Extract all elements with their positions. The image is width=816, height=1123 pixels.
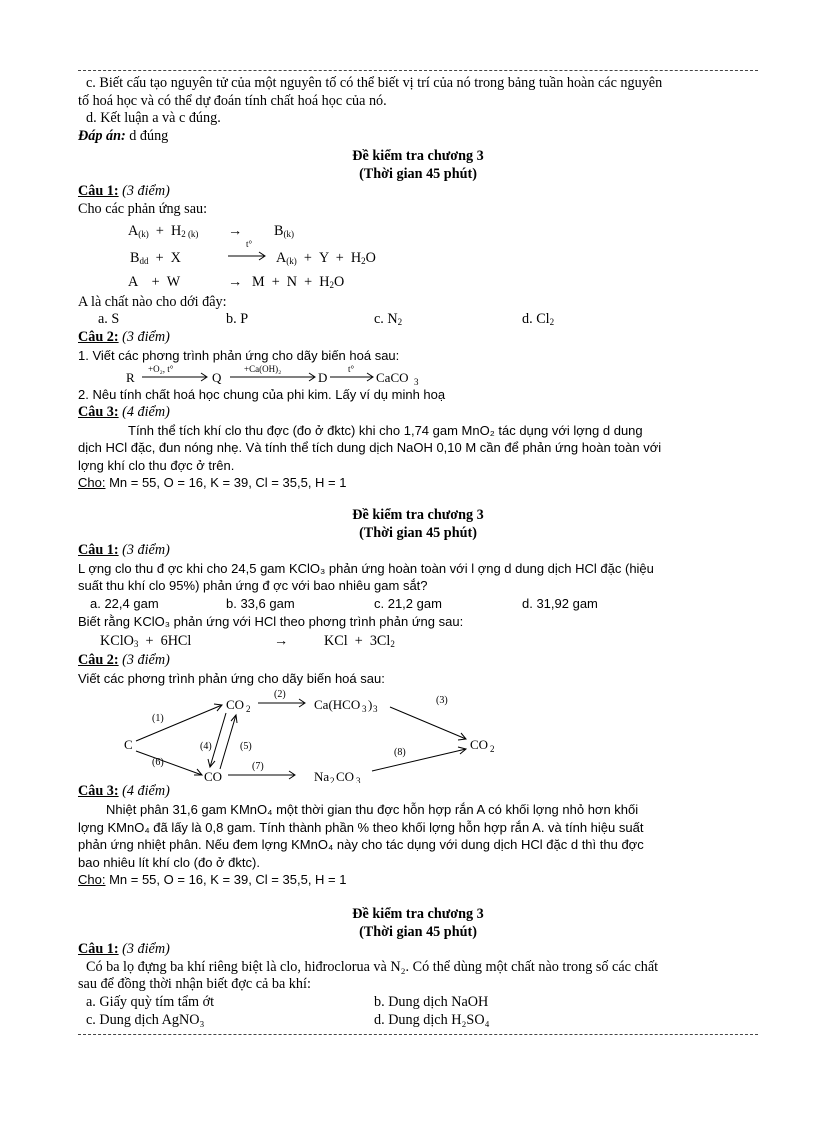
reaction-1: $A_{(k)} + H_{2 (k)}$ → $B_{(k)}$ — [128, 222, 294, 239]
test3-q1-label: Câu 1: — [78, 941, 119, 958]
test1-q2-text2: 2. Nêu tính chất hoá học chung của phi kim. Lấy ví dụ minh hoạ — [78, 387, 446, 403]
test2-q1-line1: L ợng clo thu đ ợc khi cho 24,5 gam KClO₃ phản ứng hoàn toàn với l ợng d dung dịch HCl đặc (hiệu — [78, 560, 654, 576]
option-c-line2: tố hoá học và có thể dự đoán tính chất hoá học của nó. — [78, 92, 387, 109]
test1-given-value: Mn = 55, O = 16, K = 39, Cl = 35,5, H = 1 — [105, 475, 347, 491]
test1-q3-label: Câu 3: — [78, 403, 119, 420]
svg-text:2: 2 — [330, 776, 335, 784]
svg-text:3: 3 — [356, 776, 361, 784]
chain-r-q-d-caco3 — [126, 364, 486, 386]
test3-time: (Thời gian 45 phút) — [359, 924, 477, 941]
test3-q1-points: (3 điểm) — [118, 941, 170, 958]
test3-q1-opt-a: a. Giấy quỳ tím tẩm ớt — [86, 993, 215, 1010]
test1-q3-line3: lợng khí clo thu đợc ở trên. — [78, 457, 235, 473]
conversion-chain-1 — [78, 364, 758, 386]
test2-q1-opt-a: a. 22,4 gam — [90, 595, 159, 611]
arrow-heat — [228, 237, 268, 263]
bottom-divider — [78, 1034, 758, 1035]
test2-q3-line3: phản ứng nhiệt phân. Nếu đem lợng KMnO₄ này cho tác dụng với dung dịch HCl đặc d thì thu đợc — [78, 837, 644, 853]
test2-q1-points: (3 điểm) — [118, 541, 170, 558]
test2-given-label: Cho: — [78, 872, 106, 888]
test1-q1-label: Câu 1: — [78, 183, 119, 200]
test1-time: (Thời gian 45 phút) — [359, 166, 477, 183]
test2-q1-opt-c: c. 21,2 gam — [374, 595, 442, 611]
test1-q2-label: Câu 2: — [78, 329, 119, 346]
test3-q1-line1: Có ba lọ đựng ba khí riêng biệt là clo, hiđroclorua và N₂. Có thể dùng một chất nào trong số các chất — [86, 958, 659, 975]
svg-text:CO: CO — [470, 737, 489, 753]
svg-text:C: C — [124, 737, 133, 753]
svg-text:(4): (4) — [200, 741, 212, 753]
test1-q3-line1: Tính thể tích khí clo thu đợc (đo ở đktc) khi cho 1,74 gam MnO₂ tác dụng với lợng d dung — [128, 422, 643, 438]
answer-line — [78, 128, 758, 146]
test2-q1-opt-b: b. 33,6 gam — [226, 595, 295, 611]
reaction-3: A + W → $M + N + H_2O$ — [128, 273, 345, 290]
test1-q2-points: (3 điểm) — [118, 329, 170, 346]
svg-text:(3): (3) — [436, 695, 448, 707]
svg-text:Ca(HCO: Ca(HCO — [314, 697, 361, 713]
svg-text:Q: Q — [212, 370, 222, 386]
test1-given — [78, 474, 758, 492]
test1-q1-options — [78, 311, 758, 329]
test1-q3-line2: dịch HCl đặc, đun nóng nhẹ. Và tính thể tích dung dịch NaOH 0,10 M cần để phản ứng hoàn toàn với — [78, 440, 662, 456]
document-page — [78, 70, 758, 1035]
test1-q1-points: (3 điểm) — [118, 183, 170, 200]
test2-q3-points: (4 điểm) — [118, 783, 170, 800]
answer-value: d đúng — [125, 127, 169, 144]
test2-q3-label: Câu 3: — [78, 783, 119, 800]
svg-text:3: 3 — [362, 704, 367, 715]
test1-q3-heading — [78, 404, 758, 422]
test2-title: Đề kiểm tra chương 3 — [352, 506, 484, 523]
svg-text:(6): (6) — [152, 757, 164, 769]
test2-q1-heading — [78, 542, 758, 560]
test1-q1-opt-a: a. S — [98, 311, 120, 328]
svg-text:+O₂, t°: +O₂, t° — [148, 364, 174, 375]
svg-text:D: D — [318, 370, 328, 386]
reaction-kclo3: KClO$_3$ + 6HCl → KCl + $3Cl_2$ — [100, 633, 395, 650]
svg-text:CaCO: CaCO — [376, 370, 409, 386]
test2-q2-points: (3 điểm) — [118, 652, 170, 669]
answer-label: Đáp án: — [78, 127, 126, 144]
test1-q1-heading — [78, 183, 758, 201]
svg-text:CO: CO — [336, 769, 355, 784]
option-c-line1: c. Biết cấu tạo nguyên tử của một nguyên tố có thể biết vị trí của nó trong bảng tuần hoàn các nguyên — [86, 75, 663, 91]
test3-q1-opt-b: b. Dung dịch NaOH — [374, 993, 489, 1010]
svg-text:2: 2 — [246, 704, 251, 715]
test2-q2-text: Viết các phơng trình phản ứng cho dãy biến hoá sau: — [78, 670, 385, 686]
test2-q3-line2: lợng KMnO₄ đã lấy là 0,8 gam. Tính thành phần % theo khối lợng hỗn hợp rắn A. và tính hiệu suất — [78, 819, 644, 835]
top-divider — [78, 70, 758, 71]
test3-q1-options-row2 — [78, 1012, 758, 1030]
option-d-line: d. Kết luận a và c đúng. — [86, 110, 221, 127]
test2-q1-line2: suất thu khí clo 95%) phản ứng đ ợc với bao nhiêu gam sắt? — [78, 578, 428, 594]
test1-q2-text1: 1. Viết các phơng trình phản ứng cho dãy biến hoá sau: — [78, 347, 400, 363]
svg-text:t°: t° — [348, 364, 355, 375]
test2-q1-opt-d: d. 31,92 gam — [522, 595, 598, 611]
test2-q1-label: Câu 1: — [78, 541, 119, 558]
test2-q1-text2: Biết rằng KClO₃ phản ứng với HCl theo phơng trình phản ứng sau: — [78, 613, 464, 629]
test2-time: (Thời gian 45 phút) — [359, 524, 477, 541]
svg-text:+Ca(OH)₂: +Ca(OH)₂ — [244, 364, 282, 375]
conversion-diagram-2 — [78, 687, 758, 783]
svg-text:(8): (8) — [394, 747, 406, 759]
svg-text:Na: Na — [314, 769, 330, 784]
reaction-2: $B_{dd} + X$ t° $A_{(k)} + Y + H_2O$ — [130, 238, 376, 266]
svg-text:(7): (7) — [252, 761, 264, 773]
test1-given-label: Cho: — [78, 475, 106, 491]
test3-title: Đề kiểm tra chương 3 — [352, 906, 484, 923]
svg-text:3: 3 — [373, 704, 378, 715]
test2-q3-line4: bao nhiêu lít khí clo (đo ở đktc). — [78, 854, 260, 870]
test2-given-value: Mn = 55, O = 16, K = 39, Cl = 35,5, H = 1 — [105, 872, 347, 888]
test3-q1-line2: sau để đồng thời nhận biết đợc cả ba khí: — [78, 976, 311, 993]
test3-q1-options-row1 — [78, 994, 758, 1012]
svg-text:(1): (1) — [152, 713, 164, 725]
test2-q3-line1: Nhiệt phân 31,6 gam KMnO₄ một thời gian thu đợc hỗn hợp rắn A có khối lợng nhỏ hơn khối — [106, 802, 639, 818]
svg-text:2: 2 — [490, 744, 495, 755]
svg-text:CO: CO — [204, 769, 223, 784]
test1-q1-opt-c: c. $N_2$ — [374, 311, 403, 328]
test1-q1-intro: Cho các phản ứng sau: — [78, 200, 208, 217]
test2-given — [78, 871, 758, 889]
test3-q1-opt-d: d. Dung dịch H₂SO₄ — [374, 1011, 490, 1028]
test3-q1-heading — [78, 941, 758, 959]
test2-q2-label: Câu 2: — [78, 652, 119, 669]
test1-q1-opt-b: b. P — [226, 311, 249, 328]
svg-text:(2): (2) — [274, 689, 286, 701]
test1-q1-question: A là chất nào cho dới đây: — [78, 293, 227, 310]
svg-text:(5): (5) — [240, 741, 252, 753]
svg-text:CO: CO — [226, 697, 245, 713]
test3-q1-opt-c: c. Dung dịch AgNO₃ — [86, 1011, 205, 1028]
test1-q1-opt-d: d. $Cl_2$ — [522, 311, 555, 328]
test1-title: Đề kiểm tra chương 3 — [352, 148, 484, 165]
test1-q2-heading — [78, 329, 758, 347]
svg-text:R: R — [126, 370, 135, 386]
test1-q3-points: (4 điểm) — [118, 403, 170, 420]
test2-q3-heading — [78, 783, 758, 801]
svg-text:t°: t° — [246, 238, 253, 249]
test2-q1-options — [78, 595, 758, 613]
svg-text:3: 3 — [414, 377, 419, 387]
svg-text:): ) — [368, 697, 373, 713]
carbon-cycle-diagram — [124, 687, 564, 783]
